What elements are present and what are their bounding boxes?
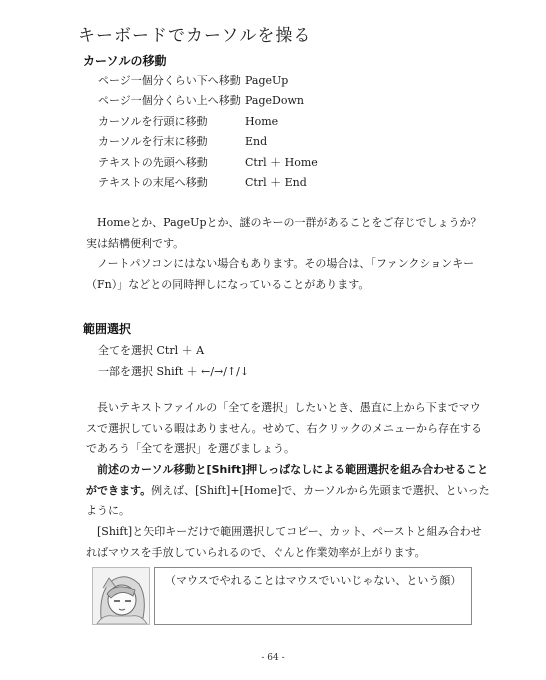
character-comment	[92, 567, 473, 625]
character-illustration	[93, 568, 149, 624]
character-avatar	[92, 567, 150, 625]
shortcut-description: テキストの先頭へ移動	[98, 156, 208, 169]
shortcut-key: Ctrl ＋ Home	[245, 156, 318, 169]
paragraph-line: 長いテキストファイルの「全てを選択」したいとき、愚直に上から下までマウ	[86, 401, 481, 414]
shortcut-description: テキストの末尾へ移動	[98, 176, 208, 189]
page-title: キーボードでカーソルを操る	[78, 26, 312, 46]
shortcut-description: ページ一個分くらい下へ移動	[98, 74, 241, 87]
shortcut-key: Home	[245, 115, 279, 128]
select-all-shortcut: 全てを選択 Ctrl ＋ A	[98, 344, 205, 357]
shortcut-key: Ctrl ＋ End	[245, 176, 307, 189]
paragraph-line: ればマウスを手放していられるので、ぐんと作業効率が上がります。	[86, 545, 426, 559]
paragraph-line	[86, 481, 490, 502]
paragraph-line: Homeとか、PageUpとか、謎のキーの一群があることをご存じでしょうか？	[86, 216, 482, 229]
paragraph-home-keys	[86, 213, 481, 295]
speech-text: （マウスでやれることはマウスでいいじゃない、という顔）	[165, 574, 462, 587]
paragraph-line: であろう「全てを選択」を選びましょう。	[86, 442, 295, 455]
shortcut-description: カーソルを行末に移動	[98, 135, 208, 148]
paragraph-arrow-keys	[86, 522, 481, 563]
shortcut-description: ページ一個分くらい上へ移動	[98, 94, 241, 107]
shortcut-key: End	[245, 135, 268, 148]
select-part-shortcut: 一部を選択 Shift ＋ ←/→/↑/↓	[98, 365, 250, 378]
emphasis-text: ができます。	[86, 483, 152, 497]
speech-box	[154, 567, 472, 625]
paragraph-line: [Shift]と矢印キーだけで範囲選択してコピー、カット、ペーストと組み合わせ	[86, 525, 482, 538]
paragraph-combine-shift	[86, 460, 490, 522]
paragraph-line: ノートパソコンにはない場合もあります。その場合は、「ファンクションキー	[86, 257, 475, 270]
paragraph-line: 実は結構便利です。	[86, 236, 185, 250]
example-text: 例えば、[Shift]+[Home]で、カーソルから先頭まで選択、といった	[151, 483, 490, 497]
page-number: - 64 -	[261, 653, 285, 663]
emphasis-line: 前述のカーソル移動と[Shift]押しっぱなしによる範囲選択を組み合わせること	[86, 463, 489, 476]
paragraph-line: スで選択している暇はありません。せめて、右クリックのメニューから存在する	[86, 421, 482, 435]
shortcut-key: PageDown	[245, 94, 304, 107]
paragraph-select-all	[86, 398, 481, 460]
section-heading-range-select: 範囲選択	[83, 322, 132, 336]
shortcut-key: PageUp	[245, 74, 289, 87]
paragraph-line: （Fn）」などとの同時押しになっていることがあります。	[86, 277, 370, 291]
section-heading-cursor-move: カーソルの移動	[83, 54, 167, 68]
paragraph-line: ように。	[86, 504, 130, 517]
shortcut-description: カーソルを行頭に移動	[98, 115, 208, 128]
